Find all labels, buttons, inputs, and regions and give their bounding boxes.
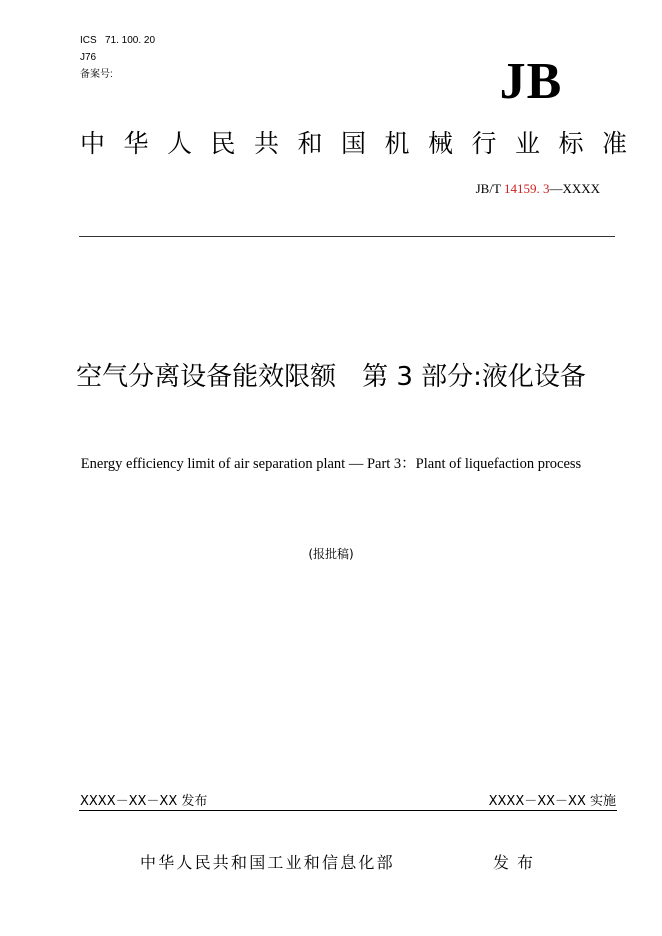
english-title: Energy efficiency limit of air separation plant — Part 3：Plant of liquefaction process — [80, 456, 582, 472]
standard-suffix: —XXXX — [549, 181, 600, 196]
ics-code: ICS 71. 100. 20 — [80, 35, 156, 46]
jb-logo: JB — [499, 53, 563, 110]
standard-number — [476, 181, 600, 197]
classification-code: J76 — [80, 52, 97, 63]
standard-prefix: JB/T — [475, 181, 504, 196]
chinese-title: 空气分离设备能效限额 第 3 部分:液化设备 — [76, 362, 586, 392]
draft-status: (报批稿) — [308, 547, 354, 561]
issue-date: XXXX－XX－XX 发布 — [80, 794, 208, 809]
record-number-label: 备案号: — [80, 69, 113, 80]
header-divider — [79, 236, 615, 237]
publisher-name: 中华人民共和国工业和信息化部 — [140, 853, 395, 872]
implementation-date: XXXX－XX－XX 实施 — [488, 794, 616, 809]
org-title: 中华人民共和国机械行业标准 — [80, 129, 646, 158]
footer-divider — [79, 810, 617, 811]
standard-number-value: 14159. 3 — [503, 181, 550, 196]
publish-label: 发布 — [493, 853, 542, 872]
